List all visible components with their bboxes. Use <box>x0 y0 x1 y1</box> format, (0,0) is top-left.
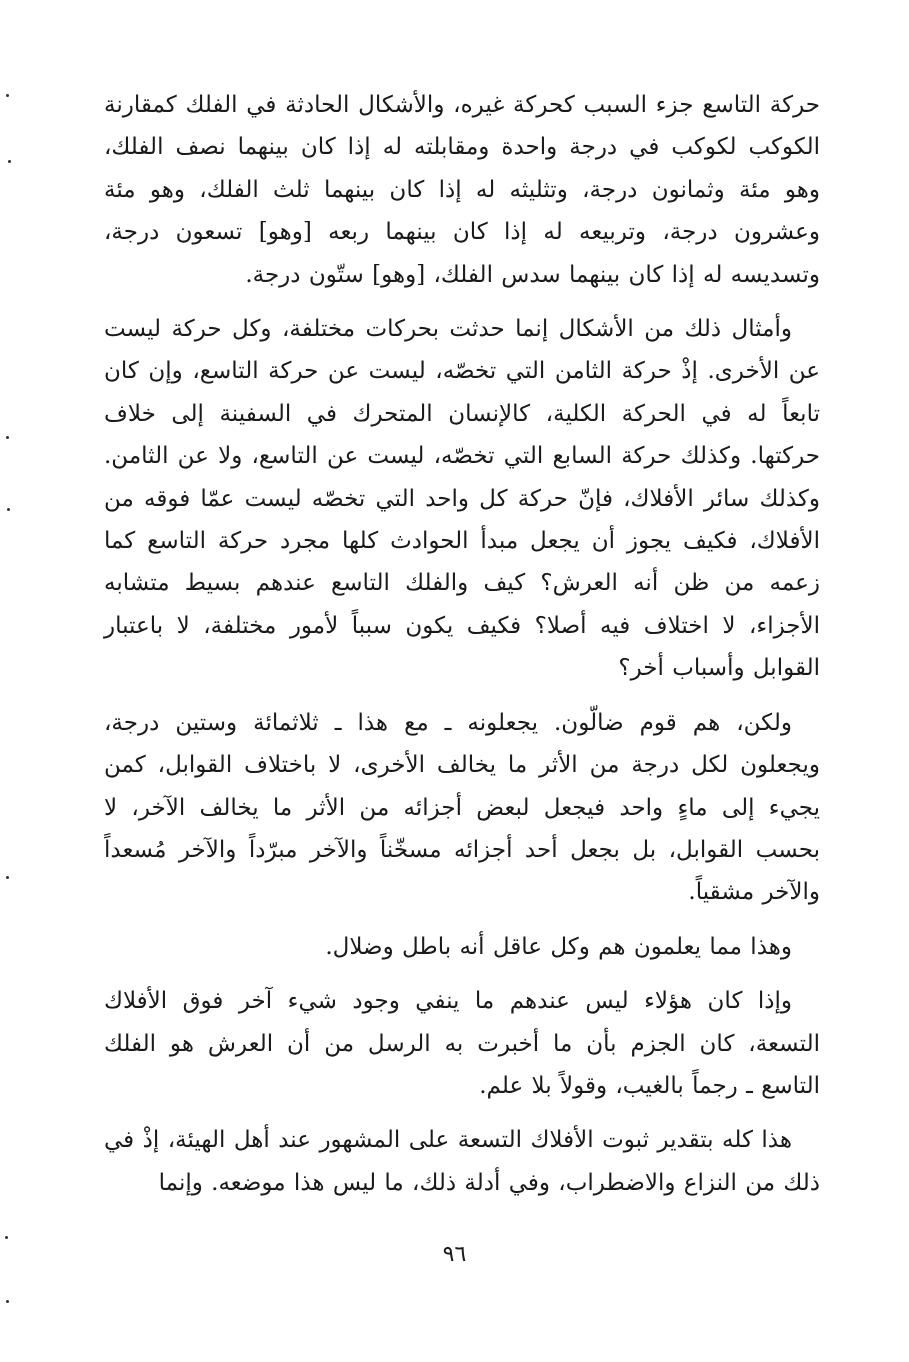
scan-speck <box>5 1236 8 1239</box>
paragraph-5: وإذا كان هؤلاء ليس عندهم ما ينفي وجود شيء آخر فوق الأفلاك التسعة، كان الجزم بأن ما أخبرت به الرسل من أن العرش هو الفلك التاسع ـ رجماً بالغيب، وقولاً بلا علم. <box>104 988 820 1099</box>
paragraph-3: ولكن، هم قوم ضالّون. يجعلونه ـ مع هذا ـ ثلاثمائة وستين درجة، ويجعلون لكل درجة من الأثر ما يخالف الأخرى، لا باختلاف القوابل، كمن يجيء إلى ماءٍ واحد فيجعل لبعض أجزائه من الأثر ما يخالف الآخر، لا بحسب القوابل، بل بجعل أحد أجزائه مسخّناً والآخر مبرّداً والآخر مُسعداً والآخر مشقياً. <box>104 709 820 906</box>
paragraph-2: وأمثال ذلك من الأشكال إنما حدثت بحركات مختلفة، وكل حركة ليست عن الأخرى. إذْ حركة الثامن التي تخصّه، ليست عن حركة التاسع، وإن كان تابعاً له في الحركة الكلية، كالإنسان المتحرك في السفينة إلى خلاف حركتها. وكذلك حركة السابع التي تخصّه، ليست عن التاسع، ولا عن الثامن. وكذلك سائر الأفلاك، فإنّ حركة كل واحد التي تخصّه ليست عمّا فوقه من الأفلاك، فكيف يجوز أن يجعل مبدأ الحوادث كلها مجرد حركة التاسع كما زعمه من ظن أنه العرش؟ كيف والفلك التاسع عندهم بسيط متشابه الأجزاء، لا اختلاف فيه أصلا؟ فكيف يكون سبباً لأمور مختلفة، لا باعتبار القوابل وأسباب أخر؟ <box>104 316 820 682</box>
paragraph-6: هذا كله بتقدير ثبوت الأفلاك التسعة على المشهور عند أهل الهيئة، إذْ في ذلك من النزاع والاضطراب، وفي أدلة ذلك، ما ليس هذا موضعه. وإنما <box>104 1127 820 1196</box>
page-number: ٩٦ <box>442 1242 467 1267</box>
paragraph-1: حركة التاسع جزء السبب كحركة غيره، والأشكال الحادثة في الفلك كمقارنة الكوكب لكوكب في درجة واحدة ومقابلته له إذا كان بينهما نصف الفلك، وهو مئة وثمانون درجة، وتثليثه له إذا كان بينهما ثلث الفلك، وهو مئة وعشرون درجة، وتربيعه له إذا كان بينهما ربعه [وهو] تسعون درجة، وتسديسه له إذا كان بينهما سدس الفلك، [وهو] ستّون درجة. <box>104 92 820 288</box>
scan-speck <box>6 876 9 879</box>
scan-speck <box>8 160 11 163</box>
scan-speck <box>6 94 9 97</box>
paragraph-4: وهذا مما يعلمون هم وكل عاقل أنه باطل وضلال. <box>325 933 792 960</box>
scan-speck <box>6 436 9 439</box>
page-body <box>104 84 820 1254</box>
scan-speck <box>7 508 10 511</box>
scan-speck <box>6 1300 9 1303</box>
